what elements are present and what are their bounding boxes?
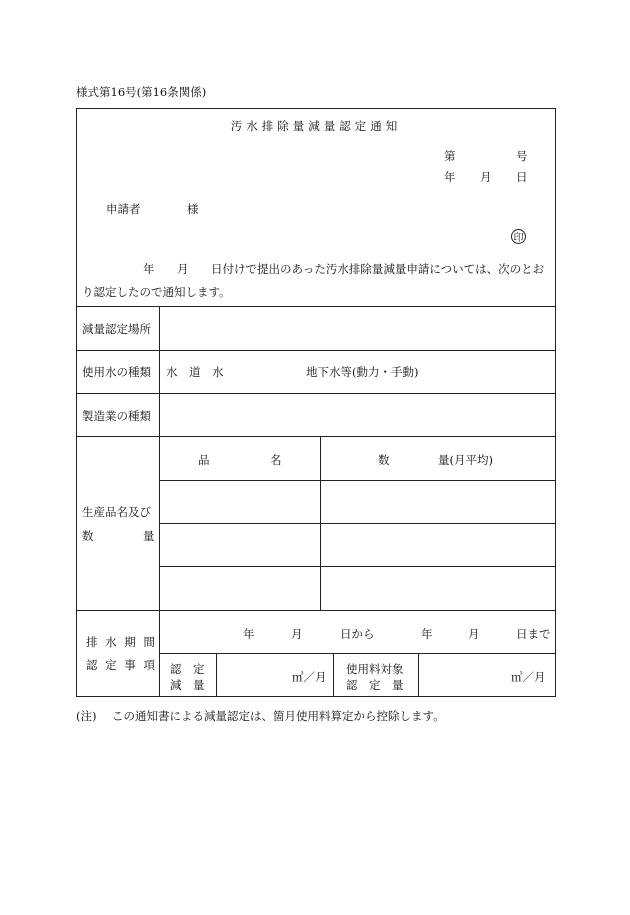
fee-unit: ㎥／月 — [511, 670, 546, 684]
form-frame — [76, 108, 556, 697]
body-line2: り認定したので通知します。 — [82, 285, 231, 299]
product-header-a: 品 — [198, 453, 210, 467]
applicant-suffix: 様 — [187, 202, 199, 216]
divider — [216, 653, 217, 697]
note-text: この通知書による減量認定は、箇月使用料算定から控除します。 — [112, 709, 445, 723]
body-line1: 日付けで提出のあった汚水排除量減量申請については、次のとお — [211, 262, 545, 276]
products-label-line2a: 数 — [82, 529, 94, 543]
period-label-line1: 排 水 期 間 — [86, 635, 157, 649]
divider — [333, 653, 334, 697]
divider — [159, 653, 556, 654]
form-title: 汚水排除量減量認定通知 — [230, 119, 402, 133]
period-from: 日から — [340, 627, 375, 641]
divider — [418, 653, 419, 697]
divider — [76, 306, 556, 307]
period-label-line2: 認 定 事 項 — [86, 658, 157, 672]
water-type-label: 使用水の種類 — [82, 365, 151, 379]
body-year: 年 — [143, 262, 155, 276]
reduction-label-line2: 減 量 — [170, 678, 205, 692]
seal-mark: 印 — [511, 229, 526, 244]
product-header-b: 名 — [270, 453, 282, 467]
fee-label-line2: 認 定 量 — [346, 678, 404, 692]
reduction-unit: ㎥／月 — [292, 670, 327, 684]
divider — [76, 436, 556, 437]
divider — [159, 480, 556, 481]
water-type-option-ground: 地下水等(動力・手動) — [306, 365, 419, 379]
form-number: 様式第16号(第16条関係) — [76, 85, 207, 99]
period-year-start: 年 — [243, 627, 255, 641]
quantity-header-a: 数 — [378, 453, 390, 467]
products-label-line2b: 量 — [143, 529, 155, 543]
divider — [159, 566, 556, 567]
note-mark: (注) — [76, 709, 97, 723]
date-day: 日 — [516, 170, 528, 184]
reduction-label-line1: 認 定 — [170, 662, 205, 676]
divider — [76, 350, 556, 351]
date-month: 月 — [480, 170, 492, 184]
divider — [159, 523, 556, 524]
number-go: 号 — [516, 149, 528, 163]
quantity-header-b: 量(月平均) — [438, 453, 493, 467]
divider — [76, 393, 556, 394]
period-month-end: 月 — [468, 627, 480, 641]
products-label-line1: 生産品名及び — [82, 505, 151, 519]
divider — [320, 436, 321, 610]
date-year: 年 — [444, 170, 456, 184]
number-dai: 第 — [444, 149, 456, 163]
fee-label-line1: 使用料対象 — [346, 662, 404, 676]
divider — [159, 306, 160, 697]
body-month: 月 — [177, 262, 189, 276]
applicant-label: 申請者 — [106, 202, 141, 216]
period-until: 日まで — [516, 627, 551, 641]
divider — [76, 610, 556, 611]
period-year-end: 年 — [421, 627, 433, 641]
industry-label: 製造業の種類 — [82, 409, 151, 423]
period-month-start: 月 — [291, 627, 303, 641]
water-type-option-tap: 水 道 水 — [166, 365, 224, 379]
location-label: 減量認定場所 — [82, 322, 151, 336]
